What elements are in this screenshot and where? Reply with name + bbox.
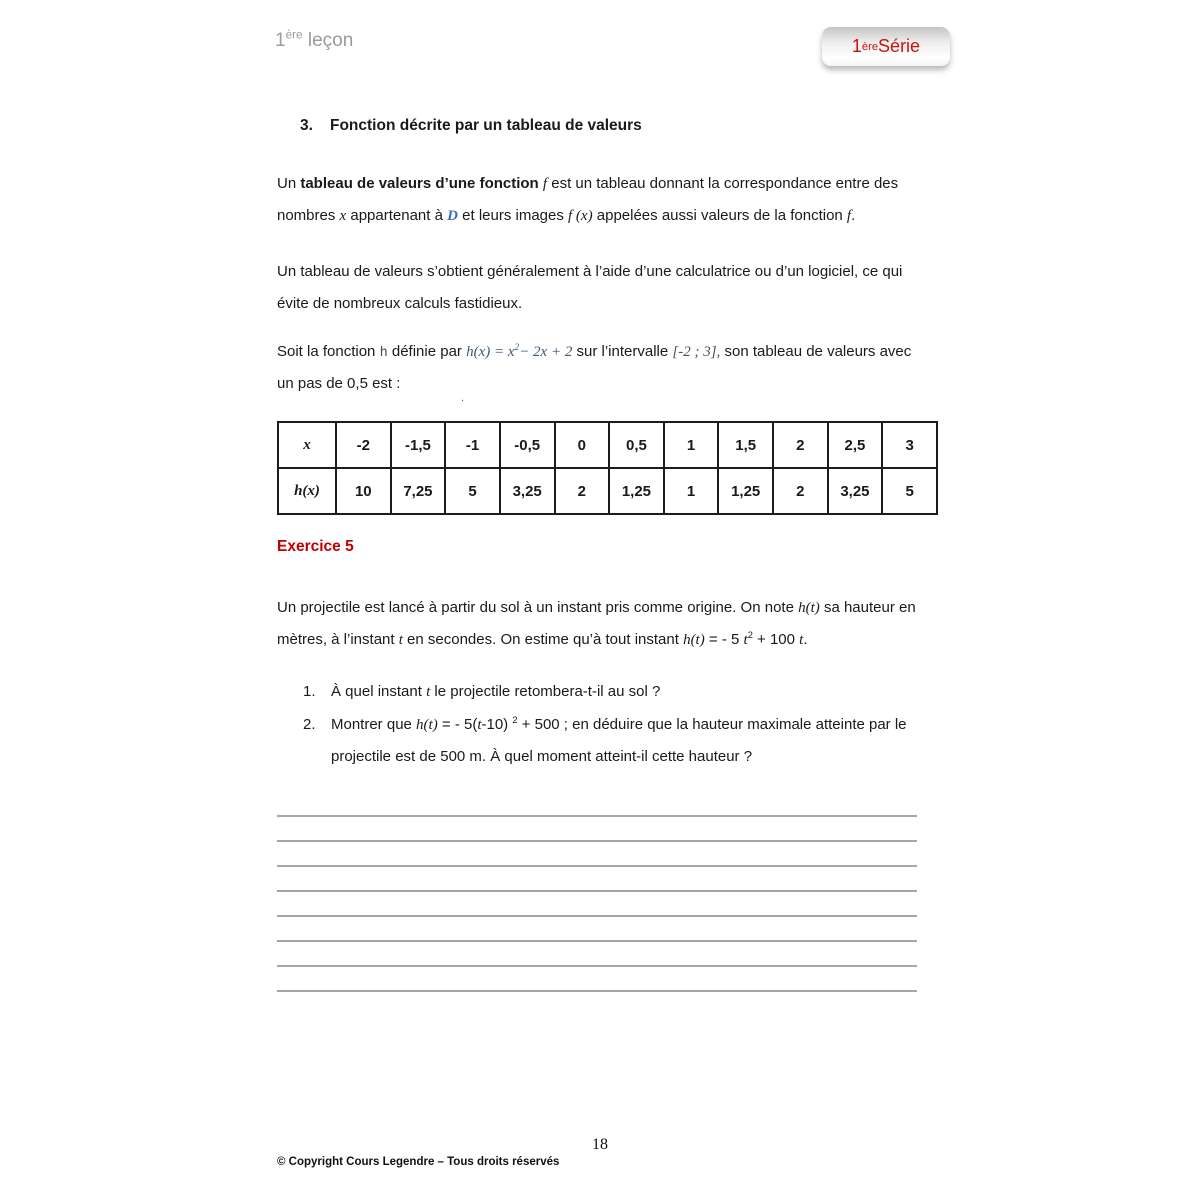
section-heading (300, 117, 642, 135)
table-cell: -0,5 (500, 422, 555, 468)
math-f: f (846, 208, 852, 224)
answer-line (277, 865, 917, 867)
text-run: sa hauteur en mètres, à l’instant (277, 599, 916, 648)
table-cell: 1 (664, 468, 719, 514)
math-formula: − 2x + 2 (519, 344, 573, 360)
text-run: Un (277, 175, 301, 192)
math-t: t (477, 717, 482, 733)
table-cell: -1 (445, 422, 500, 468)
lesson-header (275, 30, 353, 52)
math-h: h (379, 344, 388, 360)
section-title: Fonction décrite par un tableau de valeurs (330, 117, 642, 134)
text-run: À quel instant (331, 683, 427, 700)
table-cell: 1,25 (609, 468, 664, 514)
math-domain-d: D (447, 208, 458, 224)
values-table (277, 421, 938, 515)
text-run: appartenant à (346, 207, 448, 224)
row-label-hx: h(x) (278, 468, 336, 514)
table-cell: 1,25 (718, 468, 773, 514)
math-exponent: 2 (512, 715, 518, 725)
math-exponent: 2 (747, 630, 753, 640)
table-cell: 2 (555, 468, 610, 514)
answer-line (277, 990, 917, 992)
row-label-x: x (278, 422, 336, 468)
paragraph-calculator (277, 256, 927, 320)
question-text (331, 709, 928, 773)
exercise-question-2 (303, 709, 928, 773)
exercise-intro (277, 592, 927, 656)
table-cell: 3,25 (500, 468, 555, 514)
math-t: t (743, 632, 748, 648)
math-t: t (426, 684, 431, 700)
text-run: + 100 (752, 631, 800, 648)
answer-line (277, 940, 917, 942)
table-cell: 5 (882, 468, 937, 514)
text-run: appelées aussi valeurs de la fonction (592, 207, 847, 224)
table-cell: 1,5 (718, 422, 773, 468)
answer-lines-area (277, 815, 917, 1015)
text-run: le projectile retombera-t-il au sol ? (430, 683, 661, 700)
text-run: = - 5( (437, 716, 478, 733)
question-number: 2. (303, 716, 316, 733)
answer-line (277, 890, 917, 892)
lesson-number: 1 (275, 30, 286, 51)
lesson-label-text: leçon (302, 30, 354, 51)
table-cell: 2 (773, 468, 828, 514)
table-cell: 2 (773, 422, 828, 468)
text-run: son tableau de valeurs avec un pas de 0,5 est : (277, 343, 912, 392)
answer-line (277, 965, 917, 967)
math-interval: [-2 ; 3], (672, 344, 721, 360)
math-ht: h(t) (798, 600, 820, 616)
table-cell: 1 (664, 422, 719, 468)
lesson-ordinal-suffix: ère (285, 28, 303, 42)
math-t: t (799, 632, 804, 648)
table-row-x (278, 422, 937, 468)
table-cell: 10 (336, 468, 391, 514)
series-label-text: Série (878, 36, 921, 56)
table-cell: -2 (336, 422, 391, 468)
text-run: Montrer que (331, 716, 417, 733)
math-x: x (339, 208, 347, 224)
text-run: est un tableau donnant la correspondance entre des nombres (277, 175, 899, 224)
text-run: définie par (387, 343, 467, 360)
text-run: en secondes. On estime qu’à tout instant (402, 631, 684, 648)
paragraph-function-h (277, 336, 927, 400)
page-number: 18 (592, 1136, 608, 1153)
text-run: sur l’intervalle (572, 343, 673, 360)
question-number: 1. (303, 683, 316, 700)
answer-line (277, 840, 917, 842)
exercise-question-1 (303, 676, 928, 708)
table-cell: 0 (555, 422, 610, 468)
paragraph-definition (277, 168, 927, 232)
math-f: f (542, 176, 548, 192)
exercise-question-list (303, 676, 928, 774)
math-ht: h(t) (416, 717, 438, 733)
text-run: -10) (481, 716, 513, 733)
exercise-title: Exercice 5 (277, 538, 354, 555)
table-cell: 3,25 (828, 468, 883, 514)
table-cell: 7,25 (391, 468, 446, 514)
text-run: Soit la fonction (277, 343, 380, 360)
table-cell: 0,5 (609, 422, 664, 468)
stray-mark: . (461, 392, 465, 404)
table-cell: -1,5 (391, 422, 446, 468)
text-run: = - 5 (704, 631, 744, 648)
table-cell: 3 (882, 422, 937, 468)
series-number: 1 (851, 36, 862, 56)
answer-line (277, 915, 917, 917)
answer-line (277, 815, 917, 817)
math-fx: f (x) (568, 208, 593, 224)
bold-term: tableau de valeurs d’une fonction (300, 175, 543, 192)
text-run: et leurs images (457, 207, 569, 224)
text-run: . (851, 207, 856, 224)
math-ht: h(t) (683, 632, 705, 648)
question-text (331, 676, 928, 708)
text-run: + 500 ; en déduire que la hauteur maximale atteinte par le projectile est de 500 m. À quel moment atteint-il cette hauteur ? (331, 716, 907, 765)
math-t: t (398, 632, 403, 648)
series-badge: 1 ère Série (822, 27, 950, 66)
section-number: 3. (300, 117, 313, 134)
table-cell: 2,5 (828, 422, 883, 468)
math-exponent: 2 (514, 343, 520, 353)
text-run: . (803, 631, 808, 648)
text-run: Un tableau de valeurs s’obtient généralement à l’aide d’une calculatrice ou d’un logiciel, ce qui évite de nombreux calculs fastidieux. (277, 263, 903, 312)
math-formula: h(x) = x (466, 344, 515, 360)
table-cell: 5 (445, 468, 500, 514)
table-row-hx (278, 468, 937, 514)
copyright-notice: © Copyright Cours Legendre – Tous droits réservés (277, 1156, 560, 1168)
text-run: Un projectile est lancé à partir du sol à un instant pris comme origine. On note (277, 599, 799, 616)
